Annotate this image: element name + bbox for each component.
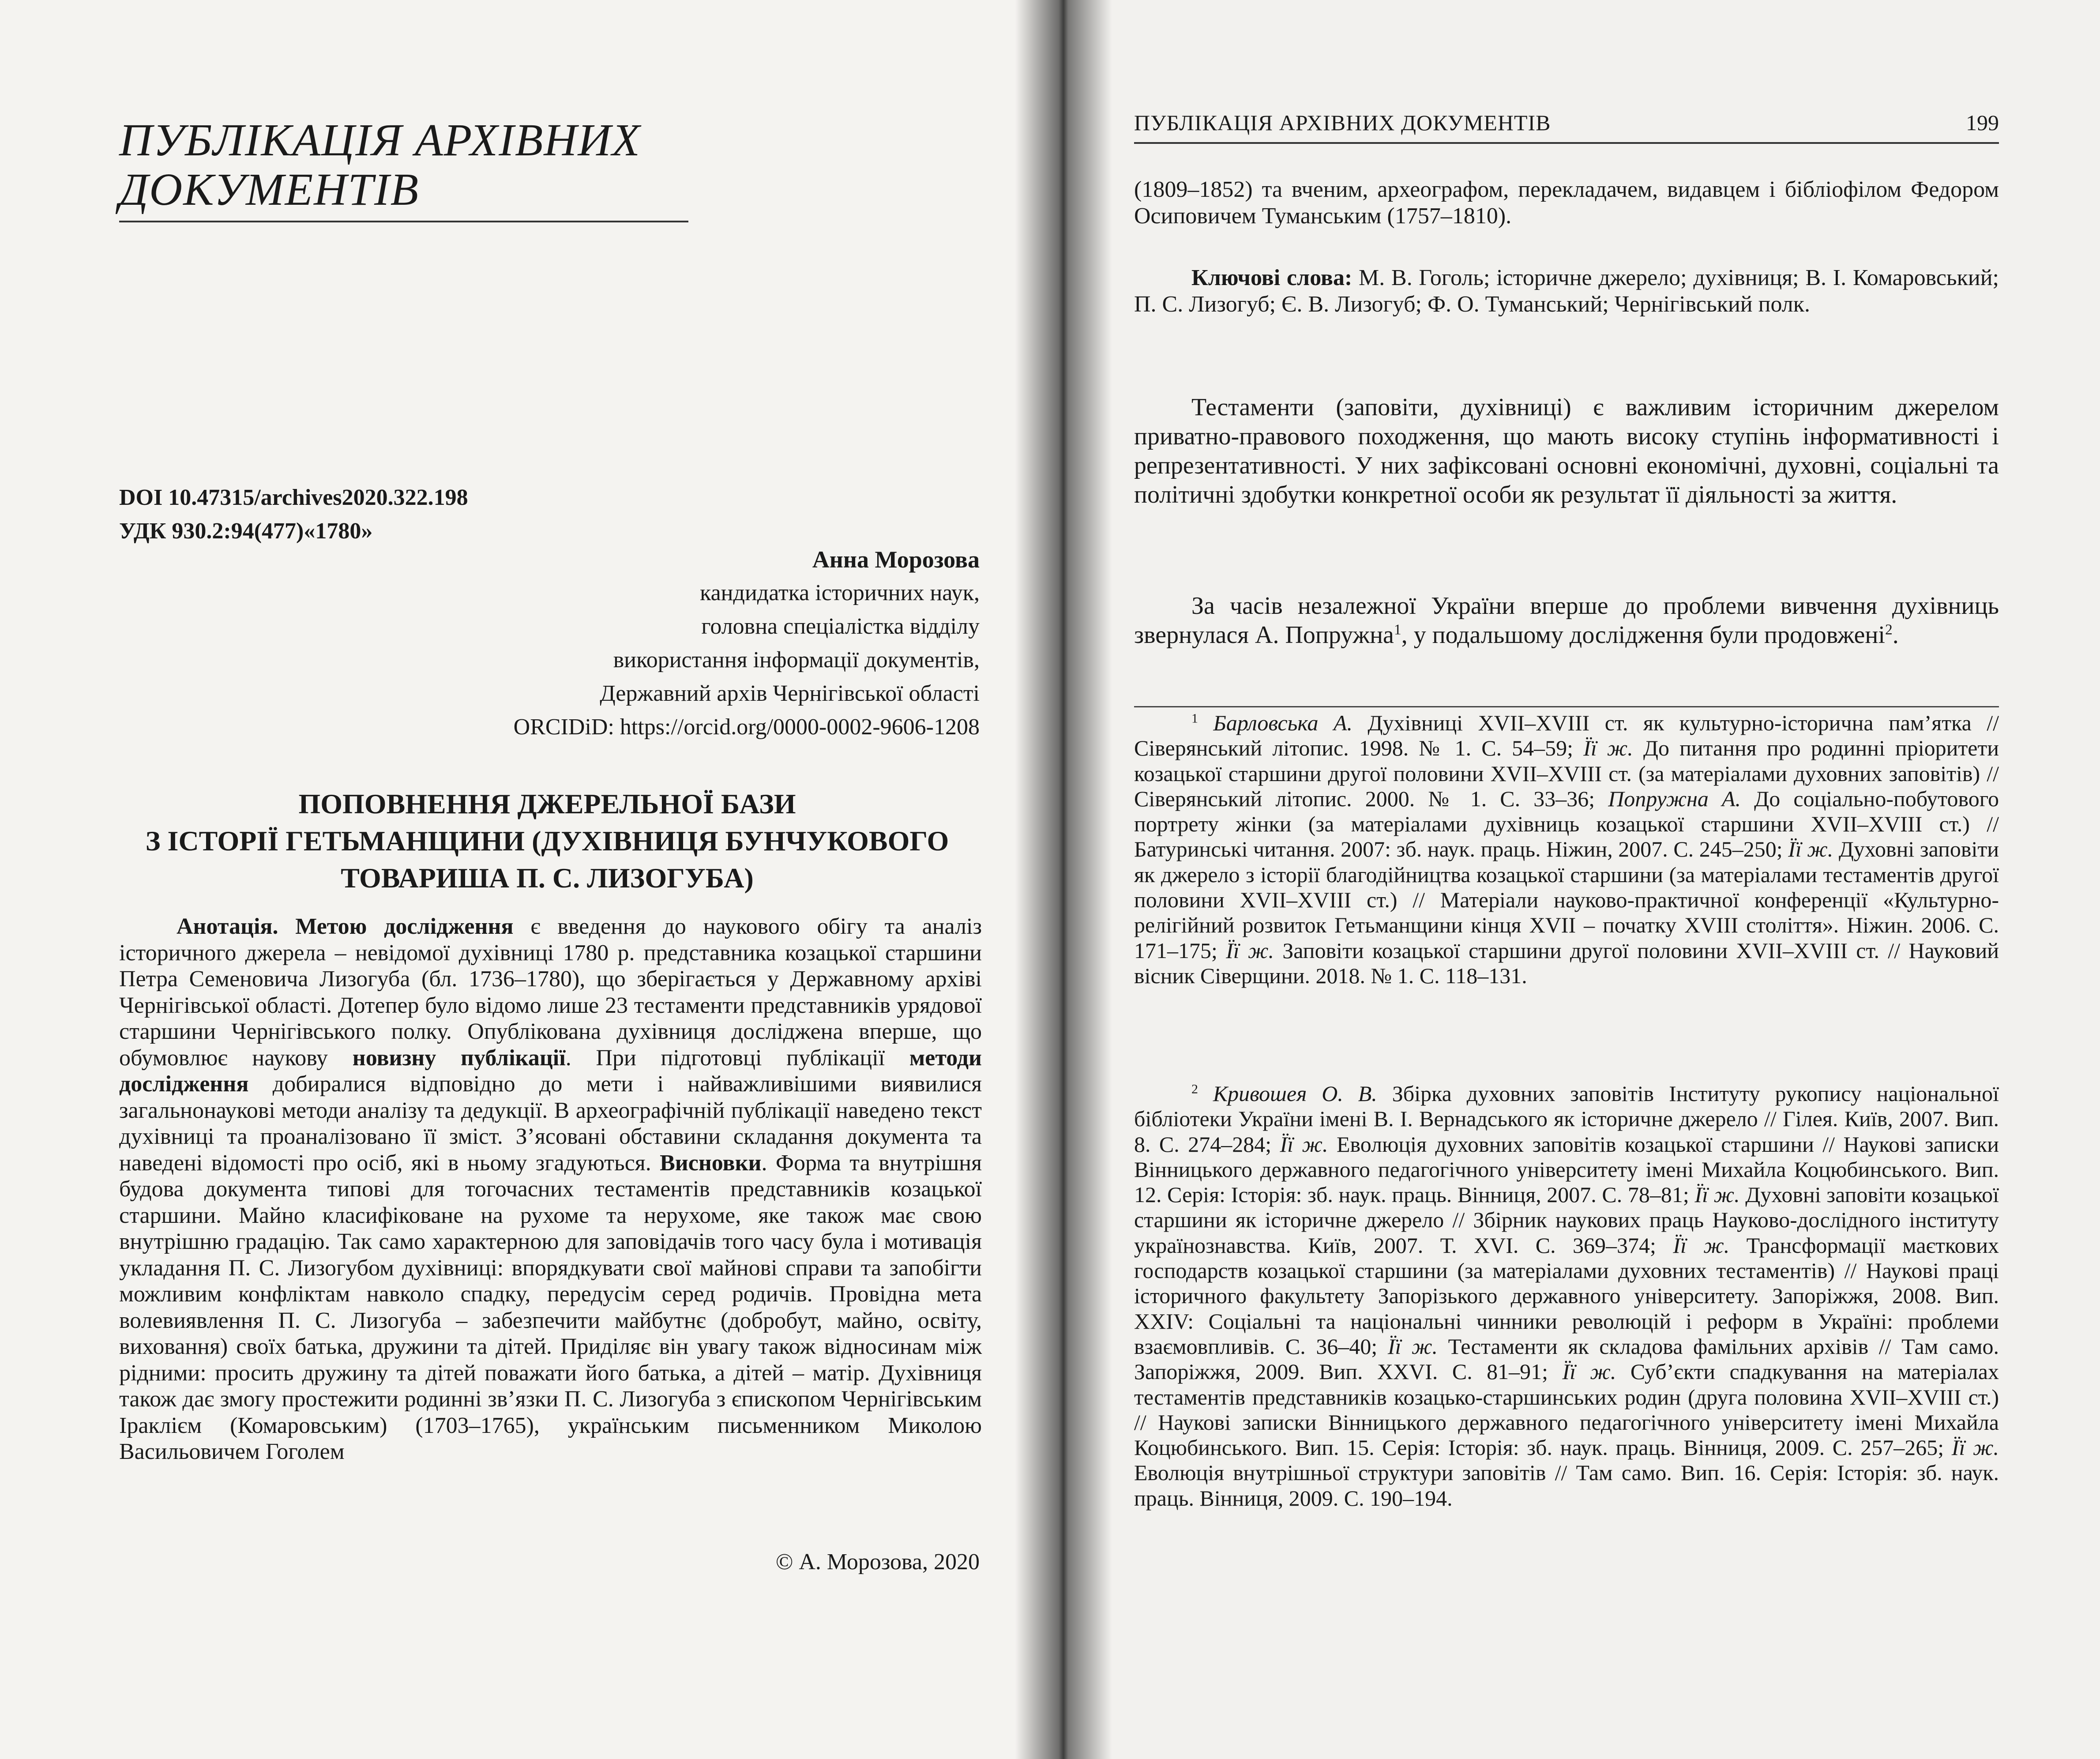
goal-label: Метою дослідження	[295, 914, 514, 939]
conclusions-label: Висновки	[660, 1150, 762, 1176]
running-header	[1134, 109, 1999, 140]
footnote-2-ibid-2: Її ж.	[1694, 1182, 1740, 1207]
author-orcid: ORCIDiD: https://orcid.org/0000-0002-9606-1208	[513, 714, 980, 740]
body-paragraph-2-text-c: .	[1892, 621, 1899, 649]
abstract-text-2: . При підготовці публікації	[565, 1045, 909, 1071]
novelty-label: новизну публікації	[352, 1045, 566, 1071]
footnote-2-ibid-4: Її ж.	[1387, 1334, 1438, 1359]
footnote-2-text-5: Тестаменти як складова фамільних архівів // Там само. Запоріжжя, 2009. Вип. XXVI. С. 81–91;	[1134, 1334, 1999, 1384]
footnote-2-ibid-1: Її ж.	[1280, 1131, 1328, 1157]
footnote-2-ibid-3: Її ж.	[1673, 1233, 1730, 1258]
footnote-1-text-4: Духовні заповіти як джерело з історії благодійництва козацької старшини (за матеріалами тестаментів другої половини XVII–XVIII ст.) // Матеріали науково-практичної конференції «Культурно-релігійний розвиток Гетьманщини кінця XVII – початку XVIII століття». Ніжин. 2006. С. 171–175;	[1134, 837, 1999, 963]
footnote-2-text-3: Духовні заповіти козацької старшини як історичне джерело // Збірник наукових праць Науково-дослідного інституту українознавства. Київ, 2007. Т. XVI. С. 369–374;	[1134, 1182, 1999, 1258]
footnote-1-text-5: Заповіти козацької старшини другої половини XVII–XVIII ст. // Науковий вісник Сіверщини. 2018. № 1. С. 118–131.	[1134, 938, 1999, 988]
footnote-2-author-1: Кривошея О. В.	[1213, 1081, 1377, 1106]
section-title	[119, 116, 737, 214]
abstract-text-3: добиралися відповідно до мети і найважливішими виявилися загальнонаукові методи аналізу та дедукції. В археографічній публікації наведено текст духівниці та проаналізовано її зміст. З’ясовані обставини складання документа та наведені відомості про осіб, які в ньому згадуються.	[119, 1071, 982, 1176]
footnote-1-author-2: Попружна А.	[1608, 786, 1741, 811]
section-title-line-2: ДОКУМЕНТІВ	[119, 164, 420, 215]
footnote-2-text-7: Еволюція внутрішньої структури заповітів // Там само. Вип. 16. Серія: Історія: зб. наук. праць. Вінниця, 2009. С. 190–194.	[1134, 1460, 1999, 1511]
footnote-ref-2[interactable]: 2	[1885, 621, 1893, 638]
abstract-label: Анотація.	[177, 914, 278, 939]
footnote-rule	[1134, 706, 1999, 707]
section-title-line-1: ПУБЛІКАЦІЯ АРХІВНИХ	[119, 115, 641, 165]
footnote-1-ibid-2: Її ж.	[1788, 837, 1833, 862]
footnote-2-number: 2	[1191, 1082, 1198, 1097]
footnote-2-ibid-5: Її ж.	[1562, 1359, 1616, 1384]
article-title-line-3: ТОВАРИША П. С. ЛИЗОГУБА)	[341, 862, 754, 894]
footnote-1-text-1: Духівниці XVII–XVIII ст. як культурно-історична пам’ятка // Сіверянський літопис. 1998. № 1. С. 54–59;	[1134, 710, 1999, 761]
identifiers-block	[119, 481, 737, 548]
abstract-text-1: є введення до наукового обігу та аналіз історичного джерела – невідомої духівниці 1780 р. представника козацької старшини Петра Семеновича Лизогуба (бл. 1736–1780), що зберігається у Державному архіві Чернігівської області. Дотепер було відомо лише 23 тестаменти представників урядової старшини Чернігівського полку. Опублікована духівниця досліджена вперше, що обумовлює наукову	[119, 914, 982, 1071]
author-department: використання інформації документів,	[613, 647, 980, 673]
footnote-1-text-3: До соціально-побутового портрету жінки (за матеріалами духівниць козацької старшини XVII–XVIII ст.) // Батуринські читання. 2007: зб. наук. праць. Ніжин, 2007. С. 245–250;	[1134, 786, 1999, 862]
footnote-2-text-2: Еволюція духовних заповітів козацької старшини // Наукові записки Вінницького державного педагогічного університету імені Михайла Коцюбинського. Вип. 12. Серія: Історія: зб. наук. праць. Вінниця, 2007. С. 78–81;	[1134, 1131, 1999, 1207]
section-title-rule	[119, 221, 688, 222]
footnote-2-ibid-6: Її ж.	[1951, 1435, 1999, 1460]
article-title	[115, 786, 980, 897]
author-name: Анна Морозова	[812, 546, 980, 573]
body-paragraph-2-text-b: , у подальшому дослідження були продовжені	[1401, 621, 1885, 649]
running-title: ПУБЛІКАЦІЯ АРХІВНИХ ДОКУМЕНТІВ	[1134, 110, 1551, 135]
author-block	[397, 543, 980, 744]
body-paragraph-2-text-a: За часів незалежної України вперше до проблеми вивчення духівниць звернулася А. Попружна	[1134, 592, 1999, 649]
body-paragraph-1: Тестаменти (заповіти, духівниці) є важливим історичним джерелом приватно-правового походження, що мають високу ступінь інформативності і репрезентативності. У них зафіксовані основні економічні, духовні, соціальні та політичні здобутки конкретної особи як результат її діяльності за життя.	[1134, 394, 1999, 508]
abstract	[119, 913, 982, 1465]
body-paragraph-2	[1134, 591, 1999, 650]
udk: УДК 930.2:94(477)«1780»	[119, 519, 373, 544]
abstract-text-4: . Форма та внутрішня будова документа типові для тогочасних тестаментів представників козацької старшини. Майно класифіковане на рухоме та нерухоме, яке також має свою внутрішню градацію. Так само характерною для заповідачів того часу була і мотивація укладання П. С. Лизогубом духівниці: впорядкувати свої майнові справи та запобігти можливим конфліктам навколо спадку, передусім серед родичів. Провідна мета волевиявлення П. С. Лизогуба – забезпечити майбутнє (добробут, майно, освіту, виховання) своїх батька, дружини та дітей. Приділяє він увагу також відносинам між рідними: просить дружину та дітей поважати його батька, а дітей – матір. Духівниця також дає змогу простежити родинні зв’язки П. С. Лизогуба з єпископом Чернігівським Іраклієм (Комаровським) (1703–1765), українським письменником Миколою Васильовичем Гоголем	[119, 1150, 982, 1464]
footnote-2-text-4: Трансформації маєткових господарств козацької старшини (за матеріалами духовних тестаментів) // Наукові праці історичного факультету Запорізького державного університету. Запоріжжя, 2008. Вип. XXIV: Соціальні та національні чинники революцій і реформ в Україні: проблеми взаємовпливів. С. 36–40;	[1134, 1233, 1999, 1359]
copyright: © А. Морозова, 2020	[775, 1549, 980, 1575]
footnote-2	[1134, 1081, 1999, 1511]
header-rule	[1134, 142, 1999, 144]
footnote-1	[1134, 710, 1999, 988]
author-institution: Державний архів Чернігівської області	[600, 681, 980, 706]
right-page	[1063, 0, 2100, 1759]
footnote-1-text-2: До питання про родинні пріоритети козацької старшини другої половини XVII–XVIII ст. (за матеріалами духовних заповітів) // Сіверянський літопис. 2000. № 1. С. 33–36;	[1134, 736, 1999, 811]
article-title-line-1: ПОПОВНЕННЯ ДЖЕРЕЛЬНОЇ БАЗИ	[298, 788, 796, 819]
footnote-1-author-1: Барловська А.	[1213, 710, 1353, 735]
author-degree: кандидатка історичних наук,	[700, 580, 980, 605]
methods-label: методи дослідження	[119, 1045, 982, 1097]
article-title-line-2: З ІСТОРІЇ ГЕТЬМАНЩИНИ (ДУХІВНИЦЯ БУНЧУКОВОГО	[145, 825, 949, 857]
footnote-1-ibid-3: Її ж.	[1226, 938, 1274, 963]
footnote-2-text-1: Збірка духовних заповітів Інституту рукопису національної бібліотеки України імені В. І. Вернадського як історичне джерело // Гілея. Київ, 2007. Вип. 8. С. 274–284;	[1134, 1081, 1999, 1157]
author-position: головна спеціалістка відділу	[701, 614, 980, 639]
keywords-label: Ключові слова:	[1191, 265, 1352, 290]
doi: DOI 10.47315/archives2020.322.198	[119, 485, 468, 510]
keywords	[1134, 265, 1999, 318]
keywords-text: М. В. Гоголь; історичне джерело; духівниця; В. І. Комаровський; П. С. Лизогуб; Є. В. Лизогуб; Ф. О. Туманський; Чернігівський полк.	[1134, 265, 1999, 317]
footnote-1-ibid-1: Її ж.	[1583, 736, 1633, 761]
footnote-2-text-6: Суб’єкти спадкування на матеріалах тестаментів представників козацько-старшинських родин (друга половина XVII–XVIII ст.) // Наукові записки Вінницького державного педагогічного університету імені Михайла Коцюбинського. Вип. 15. Серія: Історія: зб. наук. праць. Вінниця, 2009. С. 257–265;	[1134, 1359, 1999, 1460]
footnote-1-number: 1	[1191, 711, 1198, 726]
footnote-ref-1[interactable]: 1	[1394, 621, 1401, 638]
continued-abstract-text: (1809–1852) та вченим, археографом, перекладачем, видавцем і бібліофілом Федором Осиповичем Туманським (1757–1810).	[1134, 177, 1999, 229]
page-number: 199	[1966, 110, 1999, 135]
